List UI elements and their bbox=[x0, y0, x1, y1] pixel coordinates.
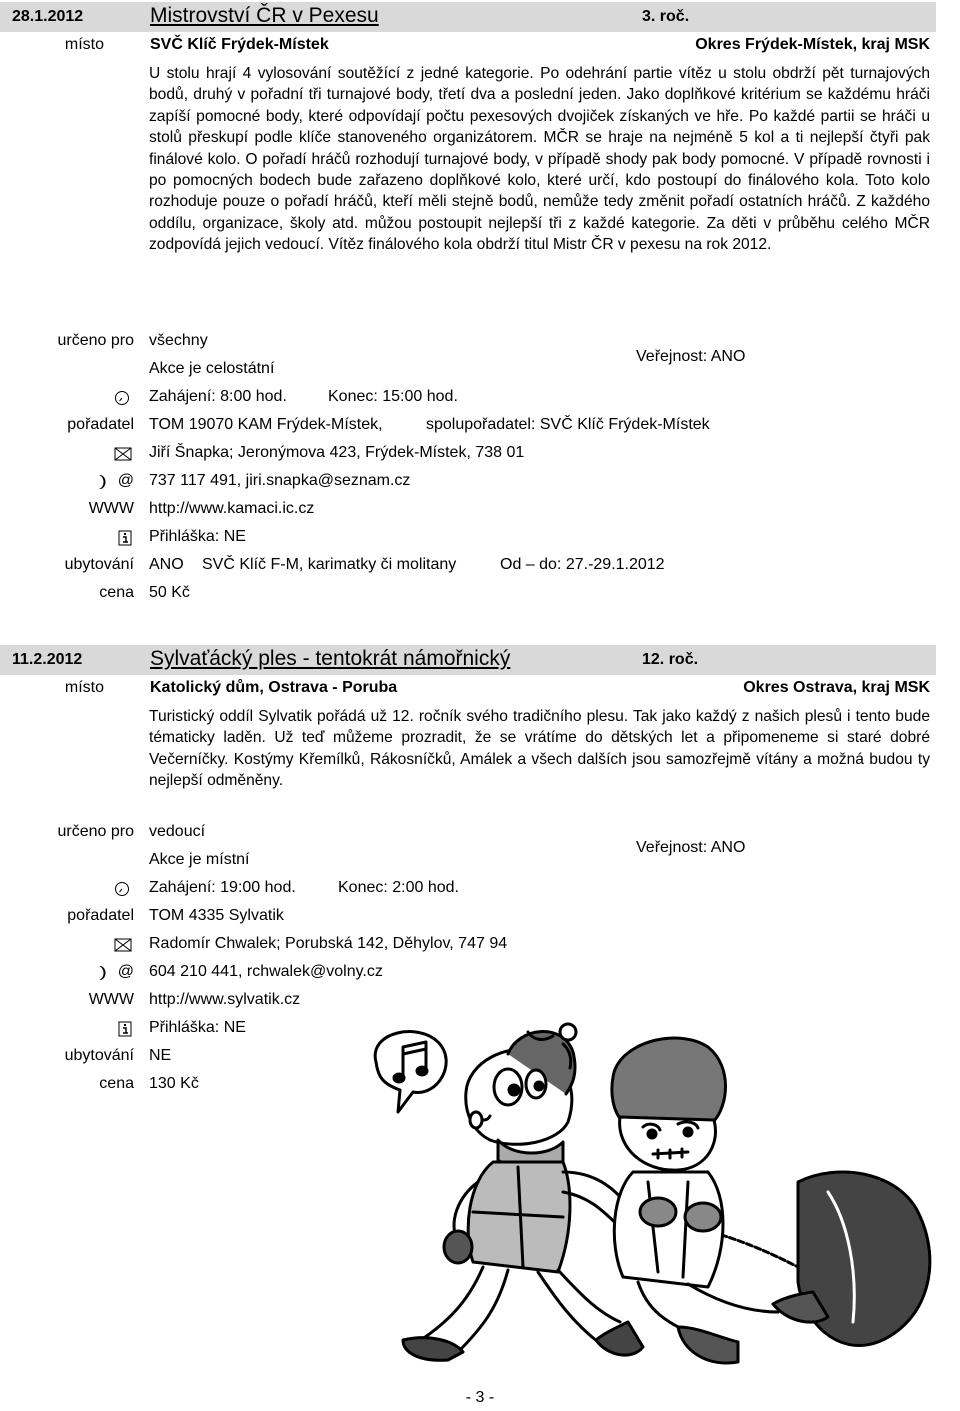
location-region: Okres Ostrava, kraj MSK bbox=[743, 679, 930, 696]
registration-value: Přihláška: NE bbox=[149, 528, 246, 545]
phone-icon bbox=[96, 474, 110, 495]
event-title: Mistrovství ČR v Pexesu bbox=[150, 4, 379, 27]
row-web bbox=[0, 500, 960, 522]
event-date: 28.1.2012 bbox=[12, 8, 84, 25]
row-scope bbox=[0, 851, 960, 873]
envelope-icon bbox=[114, 446, 132, 467]
event-header bbox=[0, 2, 936, 32]
location-label: místo bbox=[64, 36, 104, 53]
row-time bbox=[0, 879, 960, 901]
row-scope bbox=[0, 360, 960, 382]
row-registration bbox=[0, 528, 960, 550]
event-description: U stolu hrají 4 vylosování soutěžící z jedné kategorie. Po odehrání partie vítěz u stolu obdrží pět turnajových bodů, druhý v pořadní tři turnajové body, třetí dva a poslední jeden. Jako doplňkové kritérium se každému hráči zapíší pomocné body, které odpovídají počtu pexesových dvojiček získaných ve hře. Po každé partii se hráči u stolů přeskupí podle klíče stanoveného organizátorem. MČR se hraje na nejméně 5 kol a ti nejlepší čtyři pak finálové kolo. O pořadí hráčů rozhodují turnajové body, v případě shody pak body pomocné. V případě rovnosti i po pomocných bodech bude zařazeno doplňkové kolo, které určí, kdo postoupí do finálového kola. Toto kolo rozhoduje pouze o pořadí hráčů, kteří měli stejně bodů, nemůže tedy změnit pořadí ostatních hráčů. Z každého oddílu, organizace, školy atd. můžou postoupit nejlepší tři z každé kategorie. Za děti v průběhu celého MČR zodpovídá jejich vedoucí. Vítěz finálového kola obdrží titul Mistr ČR v pexesu na rok 2012. bbox=[149, 65, 930, 254]
row-audience bbox=[0, 332, 960, 354]
accommodation-value: ANO bbox=[149, 556, 184, 573]
start-time: Zahájení: 19:00 hod. bbox=[149, 879, 296, 896]
event-header bbox=[0, 645, 936, 675]
event-edition: 12. roč. bbox=[642, 651, 699, 668]
info-icon bbox=[118, 530, 132, 551]
event-title: Sylvaťácký ples - tentokrát námořnický bbox=[150, 647, 511, 670]
price-value: 130 Kč bbox=[149, 1075, 199, 1092]
phone-email-label: @ bbox=[117, 963, 134, 980]
row-organizer bbox=[0, 416, 960, 438]
row-organizer bbox=[0, 907, 960, 929]
start-time: Zahájení: 8:00 hod. bbox=[149, 388, 287, 405]
organizer-label: pořadatel bbox=[67, 907, 134, 924]
location-place: Katolický dům, Ostrava - Poruba bbox=[150, 679, 398, 696]
audience-label: určeno pro bbox=[57, 823, 134, 840]
phone-email-value: 737 117 491, jiri.snapka@seznam.cz bbox=[149, 472, 411, 489]
price-label: cena bbox=[99, 584, 134, 601]
location-place: SVČ Klíč Frýdek-Místek bbox=[150, 36, 329, 53]
row-audience bbox=[0, 823, 960, 845]
public-status: Veřejnost: ANO bbox=[636, 348, 746, 365]
registration-value: Přihláška: NE bbox=[149, 1019, 246, 1036]
web-link[interactable]: http://www.kamaci.ic.cz bbox=[149, 500, 315, 517]
phone-email-value: 604 210 441, rchwalek@volny.cz bbox=[149, 963, 383, 980]
web-label: WWW bbox=[88, 991, 134, 1008]
public-status: Veřejnost: ANO bbox=[636, 839, 746, 856]
accommodation-detail: SVČ Klíč F-M, karimatky či molitany bbox=[202, 556, 457, 573]
music-note-icon bbox=[375, 1032, 446, 1112]
scope-value: Akce je celostátní bbox=[149, 360, 275, 377]
web-link[interactable]: http://www.sylvatik.cz bbox=[149, 991, 301, 1008]
phone-icon bbox=[96, 965, 110, 986]
clock-icon bbox=[114, 390, 130, 411]
location-label: místo bbox=[64, 679, 104, 696]
event-edition: 3. roč. bbox=[642, 8, 690, 25]
row-accommodation bbox=[0, 556, 960, 578]
organizer-value: TOM 19070 KAM Frýdek-Místek, bbox=[149, 416, 383, 433]
phone-email-label: @ bbox=[117, 472, 134, 489]
contact-address: Radomír Chwalek; Porubská 142, Děhylov, 747 94 bbox=[149, 935, 508, 952]
scope-value: Akce je místní bbox=[149, 851, 250, 868]
right-character bbox=[612, 1038, 930, 1363]
event-location bbox=[0, 679, 930, 699]
row-phone-email bbox=[0, 963, 960, 985]
cartoon-illustration bbox=[358, 1022, 960, 1382]
end-time: Konec: 2:00 hod. bbox=[338, 879, 459, 896]
event-description: Turistický oddíl Sylvatik pořádá už 12. ročník svého tradičního plesu. Tak jako každý z našich plesů i tento bude tématicky laděn. Už teď můžeme prozradit, že se vrátíme do dětských let a připomeneme si staré dobré Večerníčky. Kostýmy Křemílků, Rákosníčků, Amálek a všech dalších jsou samozřejmě vítány a možná budou ty nejlepší odměněny. bbox=[149, 708, 930, 790]
row-address bbox=[0, 935, 960, 957]
event-date: 11.2.2012 bbox=[12, 651, 83, 668]
accommodation-label: ubytování bbox=[64, 1047, 134, 1064]
contact-address: Jiří Šnapka; Jeronýmova 423, Frýdek-Místek, 738 01 bbox=[149, 444, 525, 461]
price-value: 50 Kč bbox=[149, 584, 190, 601]
row-phone-email bbox=[0, 472, 960, 494]
row-web bbox=[0, 991, 960, 1013]
audience-value: vedoucí bbox=[149, 823, 206, 840]
page-number: - 3 - bbox=[465, 1389, 495, 1406]
co-organizer-value: spolupořadatel: SVČ Klíč Frýdek-Místek bbox=[426, 416, 710, 433]
organizer-value: TOM 4335 Sylvatik bbox=[149, 907, 284, 924]
organizer-label: pořadatel bbox=[67, 416, 134, 433]
audience-value: všechny bbox=[149, 332, 208, 349]
accommodation-dates: Od – do: 27.-29.1.2012 bbox=[500, 556, 665, 573]
web-label: WWW bbox=[88, 500, 134, 517]
end-time: Konec: 15:00 hod. bbox=[328, 388, 458, 405]
row-time bbox=[0, 388, 960, 410]
clock-icon bbox=[114, 881, 130, 902]
audience-label: určeno pro bbox=[57, 332, 134, 349]
info-icon bbox=[118, 1021, 132, 1042]
location-region: Okres Frýdek-Místek, kraj MSK bbox=[695, 36, 930, 53]
row-price bbox=[0, 584, 960, 606]
row-address bbox=[0, 444, 960, 466]
price-label: cena bbox=[99, 1075, 134, 1092]
envelope-icon bbox=[114, 937, 132, 958]
accommodation-label: ubytování bbox=[64, 556, 134, 573]
event-location bbox=[0, 36, 930, 56]
accommodation-value: NE bbox=[149, 1047, 172, 1064]
